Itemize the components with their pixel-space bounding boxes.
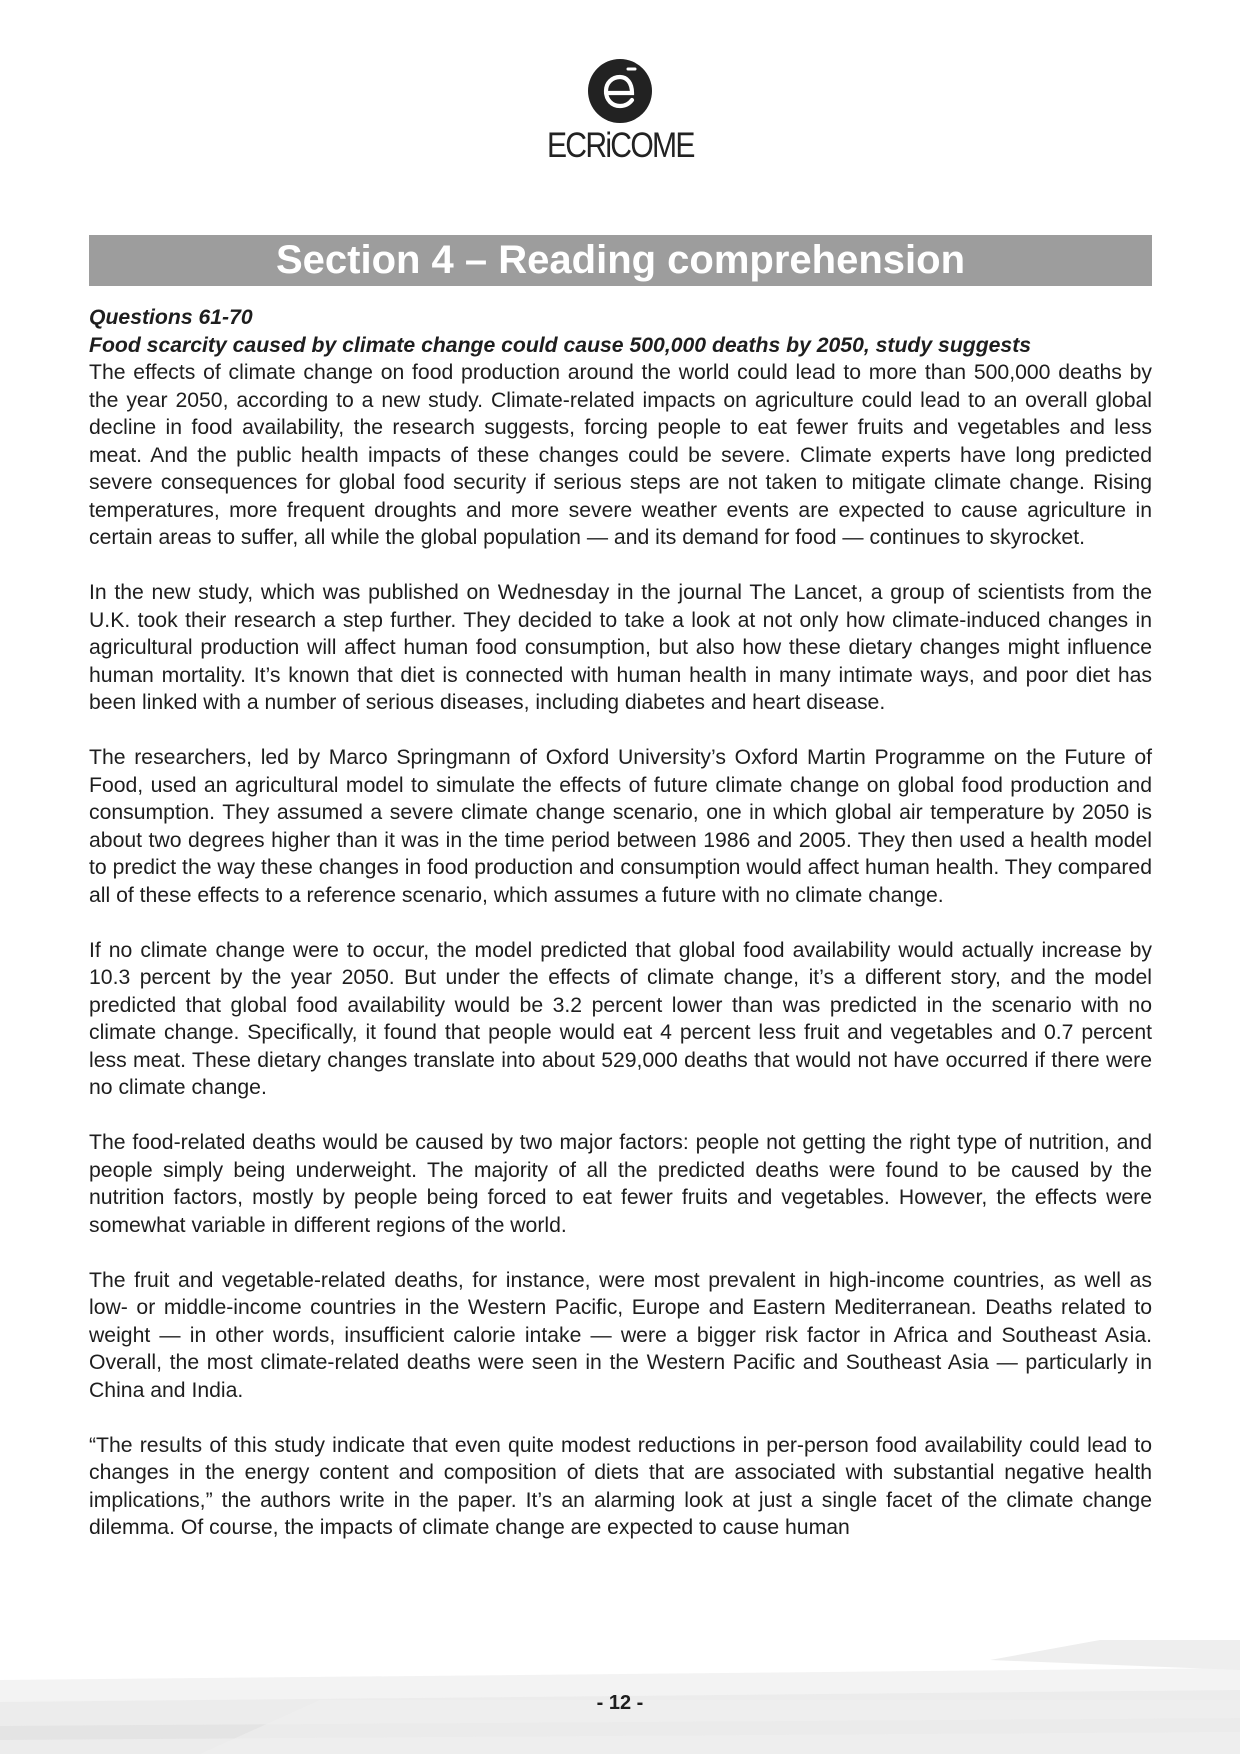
article-paragraph: The effects of climate change on food production around the world could lead to more than 500,000 deaths by the year 2050, according to a new study. Climate-related impacts on agriculture could lead to an overall global decline in food availability, the research suggests, forcing people to eat fewer fruits and vegetables and less meat. And the public health impacts of these changes could be severe. Climate experts have long predicted severe consequences for global food security if serious steps are not taken to mitigate climate change. Rising temperatures, more frequent droughts and more severe weather events are expected to cause agriculture in certain areas to suffer, all while the global population — and its demand for food — continues to skyrocket. [89,361,1152,549]
ecricome-logo [0,58,1240,166]
article-paragraph: The researchers, led by Marco Springmann of Oxford University’s Oxford Martin Programme on the Future of Food, used an agricultural model to simulate the effects of future climate change on global food production and consumption. They assumed a severe climate change scenario, one in which global air temperature by 2050 is about two degrees higher than it was in the time period between 1986 and 2005. They then used a health model to predict the way these changes in food production and consumption would affect human health. They compared all of these effects to a reference scenario, which assumes a future with no climate change. [89,746,1152,907]
article-paragraph: The food-related deaths would be caused by two major factors: people not getting the right type of nutrition, and people simply being underweight. The majority of all the predicted deaths were found to be caused by the nutrition factors, mostly by people being forced to eat fewer fruits and vegetables. However, the effects were somewhat variable in different regions of the world. [89,1131,1152,1237]
article-paragraph: If no climate change were to occur, the model predicted that global food availability would actually increase by 10.3 percent by the year 2050. But under the effects of climate change, it’s a different story, and the model predicted that global food availability would be 3.2 percent lower than was predicted in the scenario with no climate change. Specifically, it found that people would eat 4 percent less fruit and vegetables and 0.7 percent less meat. These dietary changes translate into about 529,000 deaths that would not have occurred if there were no climate change. [89,938,1152,1099]
logo-wordmark: ECRiCOME [546,126,694,165]
questions-label: Questions 61-70 [89,306,253,329]
article-headline: Food scarcity caused by climate change could cause 500,000 deaths by 2050, study suggests [89,333,1032,357]
article-paragraph: The fruit and vegetable-related deaths, for instance, were most prevalent in high-income countries, as well as low- or middle-income countries in the Western Pacific, Europe and Eastern Mediterranean. Deaths related to weight — in other words, insufficient calorie intake — were a bigger risk factor in Africa and Southeast Asia. Overall, the most climate-related deaths were seen in the Western Pacific and Southeast Asia — particularly in China and India. [89,1268,1152,1402]
article-paragraph: “The results of this study indicate that even quite modest reductions in per-person food availability could lead to changes in the energy content and composition of diets that are associated with substantial negative health implications,” the authors write in the paper. It’s an alarming look at just a single facet of the climate change dilemma. Of course, the impacts of climate change are expected to cause human [89,1433,1152,1539]
section-title: Section 4 – Reading comprehension [89,235,1152,286]
ecricome-e-icon [587,58,653,124]
article [89,304,1152,1569]
article-paragraph: In the new study, which was published on Wednesday in the journal The Lancet, a group of scientists from the U.K. took their research a step further. They decided to take a look at not only how climate-induced changes in agricultural production will affect human food consumption, but also how these dietary changes might influence human mortality. It’s known that diet is connected with human health in many intimate ways, and poor diet has been linked with a number of serious diseases, including diabetes and heart disease. [89,581,1152,714]
page-number: - 12 - [596,1692,644,1714]
